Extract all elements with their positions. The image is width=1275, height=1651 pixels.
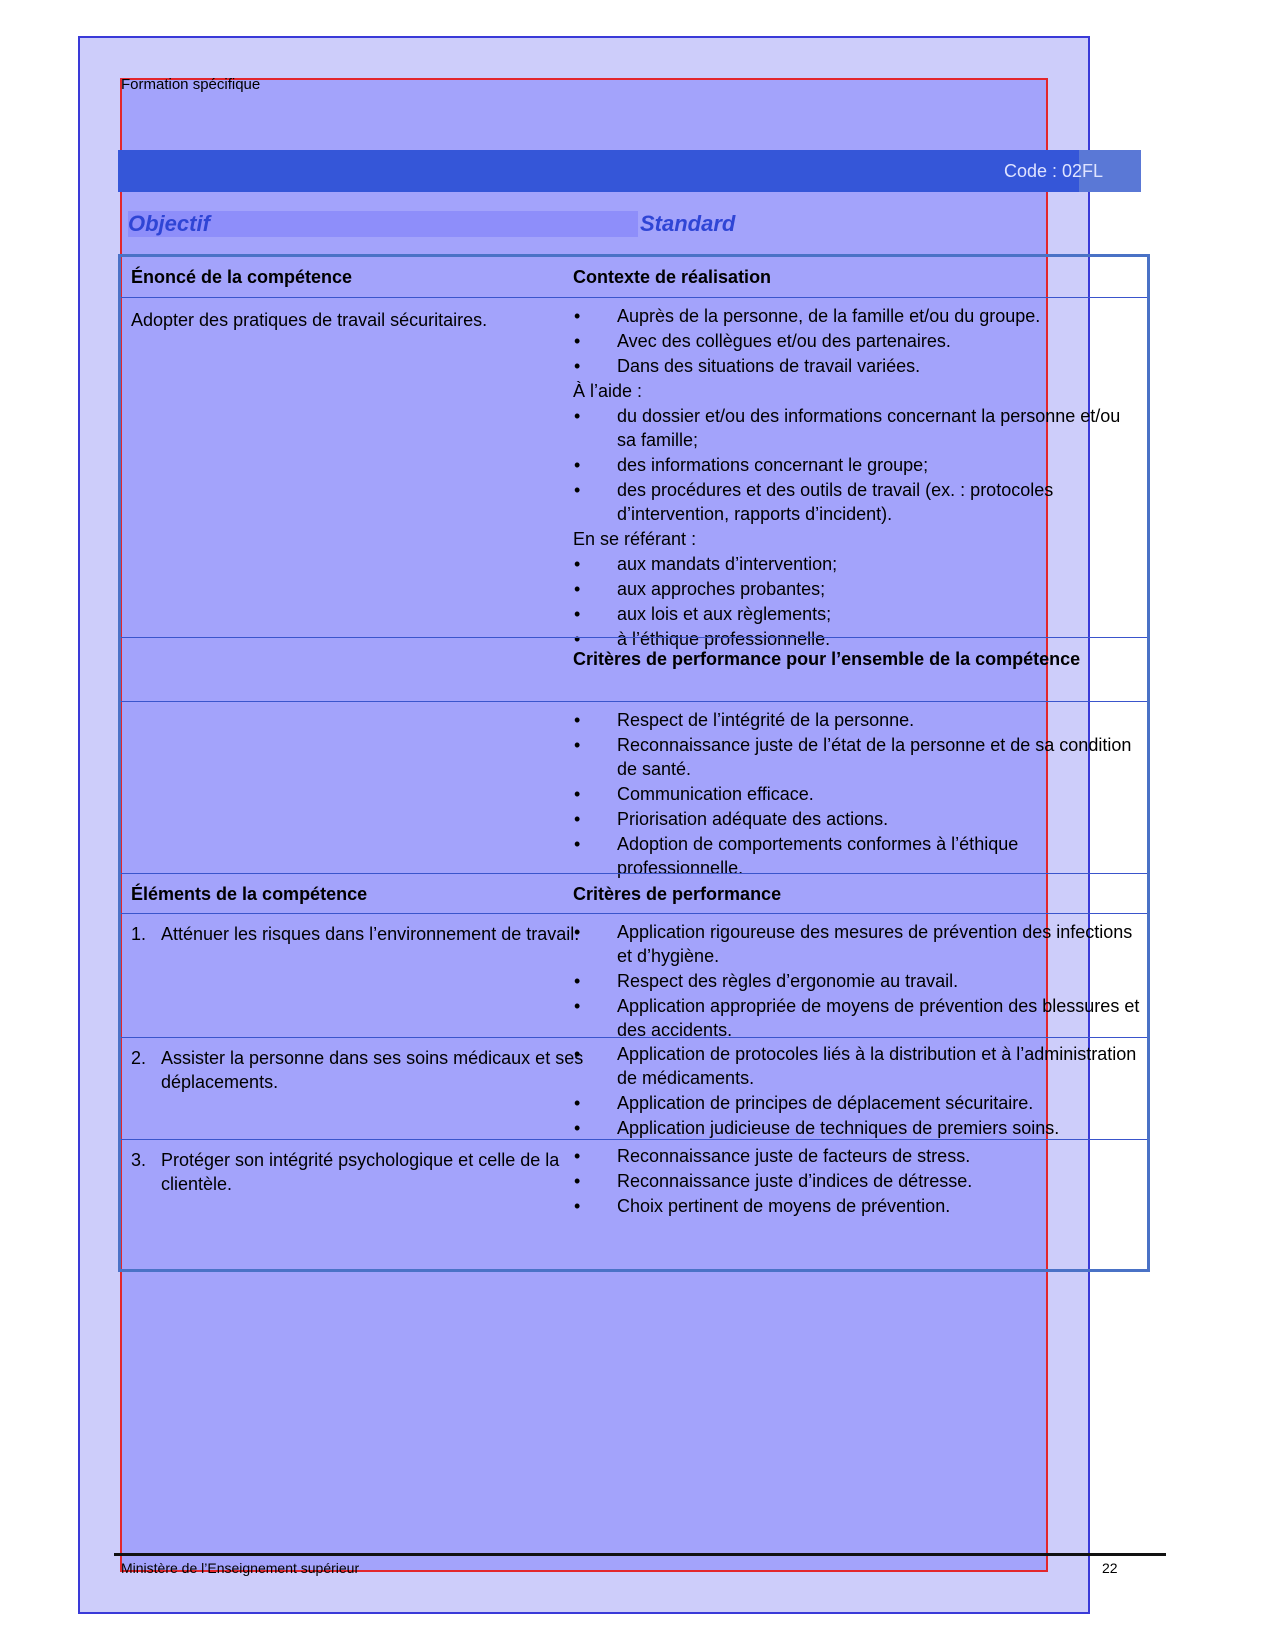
list-item: • Application de protocoles liés à la distribution et à l’administration de médicaments. xyxy=(573,1042,1143,1090)
element-text: Assister la personne dans ses soins médicaux et ses déplacements. xyxy=(161,1048,584,1092)
list-item: • Reconnaissance juste d’indices de détresse. xyxy=(573,1169,1143,1193)
elements-header: Éléments de la compétence xyxy=(131,884,368,904)
table-row xyxy=(121,873,1147,914)
table-header-row xyxy=(121,257,1147,297)
code-label: Code : 02FL xyxy=(1004,161,1104,181)
footer-rule xyxy=(114,1553,1166,1556)
page-number: 22 xyxy=(1102,1560,1118,1576)
element-number: 3. xyxy=(131,1150,147,1170)
element-row-2 xyxy=(121,1037,1147,1140)
element-criteres-list xyxy=(573,1042,1143,1140)
list-item: • Reconnaissance juste de l’état de la personne et de sa condition de santé. xyxy=(573,733,1143,781)
enonce-text: Adopter des pratiques de travail sécuritaires. xyxy=(131,310,488,330)
element-number: 1. xyxy=(131,924,147,944)
list-item: • des informations concernant le groupe; xyxy=(573,453,1143,477)
list-item: • Reconnaissance juste de facteurs de stress. xyxy=(573,1144,1143,1168)
heading-objectif: Objectif xyxy=(128,211,638,237)
table-row xyxy=(121,701,1147,878)
code-bar xyxy=(118,150,1141,192)
list-item: • Dans des situations de travail variées. xyxy=(573,354,1143,378)
contexte-header: Contexte de réalisation xyxy=(573,267,772,287)
list-item: • Adoption de comportements conformes à l’éthique professionnelle. xyxy=(573,832,1143,880)
heading-standard: Standard xyxy=(640,211,736,236)
list-item: • Respect des règles d’ergonomie au travail. xyxy=(573,969,1143,993)
element-criteres-list xyxy=(573,920,1143,1042)
table-row xyxy=(121,297,1147,649)
list-item: • Avec des collègues et/ou des partenaires. xyxy=(573,329,1143,353)
contexte-list xyxy=(573,304,1143,652)
competence-table xyxy=(118,254,1150,1272)
element-row-1 xyxy=(121,913,1147,1038)
list-item: • du dossier et/ou des informations concernant la personne et/ou sa famille; xyxy=(573,404,1143,452)
list-item: • Application judicieuse de techniques de premiers soins. xyxy=(573,1116,1143,1140)
contexte-bullets xyxy=(573,304,1143,378)
list-item: • Choix pertinent de moyens de prévention. xyxy=(573,1194,1143,1218)
list-item: • Respect de l’intégrité de la personne. xyxy=(573,708,1143,732)
list-item: • à l’éthique professionnelle. xyxy=(573,627,1143,651)
element-row-3 xyxy=(121,1139,1147,1270)
enonce-header: Énoncé de la compétence xyxy=(131,267,353,287)
list-item: • Application de principes de déplacement sécuritaire. xyxy=(573,1091,1143,1115)
criteres-header: Critères de performance xyxy=(573,884,782,904)
element-text: Atténuer les risques dans l’environnement de travail. xyxy=(161,924,580,944)
element-text: Protéger son intégrité psychologique et celle de la clientèle. xyxy=(161,1150,560,1194)
list-item: • des procédures et des outils de travail (ex. : protocoles d’intervention, rapports d’incident). xyxy=(573,478,1143,526)
list-item: • Communication efficace. xyxy=(573,782,1143,806)
element-criteres-list xyxy=(573,1144,1143,1218)
criteres-ensemble-header: Critères de performance pour l’ensemble de la compétence xyxy=(573,649,1081,669)
running-head: Formation spécifique xyxy=(121,76,261,93)
criteres-ensemble-list xyxy=(573,708,1143,880)
contexte-subheading: À l’aide : xyxy=(573,381,643,401)
list-item: • Application appropriée de moyens de prévention des blessures et des accidents. xyxy=(573,994,1143,1042)
list-item: • Application rigoureuse des mesures de prévention des infections et d’hygiène. xyxy=(573,920,1143,968)
list-item: • Auprès de la personne, de la famille et/ou du groupe. xyxy=(573,304,1143,328)
element-number: 2. xyxy=(131,1048,147,1068)
list-item: • Priorisation adéquate des actions. xyxy=(573,807,1143,831)
footer-ministry: Ministère de l’Enseignement supérieur xyxy=(121,1560,360,1576)
list-item: • aux lois et aux règlements; xyxy=(573,602,1143,626)
table-row xyxy=(121,637,1147,702)
contexte-subheading: En se référant : xyxy=(573,529,697,549)
list-item: • aux approches probantes; xyxy=(573,577,1143,601)
list-item: • aux mandats d’intervention; xyxy=(573,552,1143,576)
contexte-bullets xyxy=(573,404,1143,526)
